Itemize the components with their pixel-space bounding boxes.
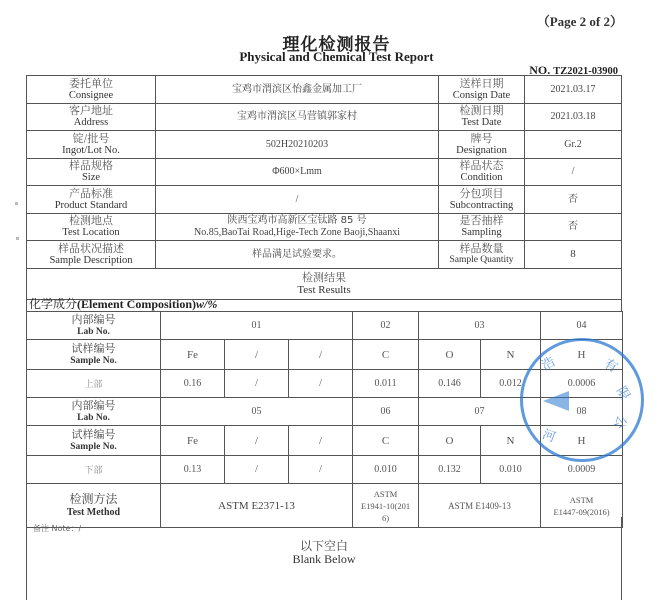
value-sampling xyxy=(525,213,622,241)
value-cell: 0.010 xyxy=(353,456,419,484)
lab-no-cell: 01 xyxy=(161,312,353,340)
label-cn: 分包项目 xyxy=(459,186,504,200)
lab-no-row xyxy=(27,312,623,340)
page-indicator: （Page 2 of 2） xyxy=(536,14,623,29)
label-cn: 样品状态 xyxy=(459,159,504,173)
info-row-size xyxy=(27,158,622,186)
element-cell: Fe xyxy=(161,426,225,456)
value-cell: / xyxy=(225,370,289,398)
method-line: E1447-09(2016) xyxy=(553,506,610,517)
label-en: Test Date xyxy=(461,117,502,129)
value-condition: / xyxy=(525,158,622,186)
lab-no-cell: 06 xyxy=(353,398,419,426)
label-en: Address xyxy=(73,117,109,129)
label-condition xyxy=(439,158,525,186)
label-en: Sample Quantity xyxy=(449,254,514,265)
value-test-location xyxy=(156,213,439,241)
report-number-label: NO. xyxy=(529,63,551,77)
label-consign-date xyxy=(439,76,525,104)
sample-part-label: 上部 xyxy=(27,370,161,398)
label-en: Condition xyxy=(460,172,503,184)
value-text-cn: 陕西宝鸡市高新区宝钛路 85 号 xyxy=(227,214,367,226)
method-line: E1941-10(201 xyxy=(360,500,411,511)
header-en: Lab No. xyxy=(77,326,110,337)
element-cell: O xyxy=(419,340,481,370)
info-row-standard xyxy=(27,186,622,214)
header-en: Test Method xyxy=(66,507,121,518)
composition-title-cn: 化学成分 xyxy=(29,297,78,311)
value-cell: 0.010 xyxy=(481,456,541,484)
value-text-en: No.85,BaoTai Road,Hige-Tech Zone Baoji,Shaanxi xyxy=(193,226,401,238)
value-text: 宝鸡市渭滨区怡鑫金属加工厂 xyxy=(232,83,362,95)
header-en: Sample No. xyxy=(70,441,117,452)
value-cell: 0.132 xyxy=(419,456,481,484)
value-test-date: 2021.03.18 xyxy=(525,103,622,131)
blank-below-cn: 以下空白 xyxy=(299,539,348,553)
test-results-header-row xyxy=(27,268,622,299)
composition-unit: w/% xyxy=(196,297,218,311)
label-cn: 产品标准 xyxy=(69,186,113,200)
info-row-description xyxy=(27,241,622,269)
composition-title-en: (Element Composition) xyxy=(77,297,197,311)
label-en: Sample Description xyxy=(49,254,133,266)
value-text: 宝鸡市渭滨区马营镇郭家村 xyxy=(237,111,357,123)
label-cn: 送样日期 xyxy=(459,76,504,90)
report-title-cn: 理化检测报告 xyxy=(282,35,391,54)
lab-no-cell: 04 xyxy=(541,312,623,340)
method-on: ASTM E1409-13 xyxy=(419,484,541,528)
label-en: Product Standard xyxy=(54,199,128,211)
header-cn: 检测方法 xyxy=(69,492,118,506)
lab-no-row xyxy=(27,398,623,426)
element-cell: C xyxy=(353,426,419,456)
scan-speck xyxy=(15,202,18,205)
label-sample-quantity xyxy=(439,241,525,269)
lab-no-cell: 05 xyxy=(161,398,353,426)
label-en: Sampling xyxy=(461,227,502,239)
report-number-value: TZ2021-03900 xyxy=(553,66,618,77)
label-en: Consign Date xyxy=(452,89,511,101)
label-cn: 牌号 xyxy=(470,131,493,145)
stamp-text: 浩 xyxy=(539,354,558,374)
label-size xyxy=(27,158,156,186)
label-test-location xyxy=(27,213,156,241)
header-cn: 试样编号 xyxy=(71,341,116,355)
label-en: Size xyxy=(81,172,101,184)
value-consignee xyxy=(156,76,439,104)
header-en: Sample No. xyxy=(70,355,117,366)
label-consignee xyxy=(27,76,156,104)
label-cn: 样品规格 xyxy=(69,159,113,173)
method-line: 6) xyxy=(381,512,390,523)
label-sampling xyxy=(439,213,525,241)
label-cn: 样品状况描述 xyxy=(58,241,124,255)
label-en: Designation xyxy=(456,144,507,156)
value-cell: 0.13 xyxy=(161,456,225,484)
sample-no-row xyxy=(27,340,623,370)
label-product-standard xyxy=(27,186,156,214)
value-product-standard: / xyxy=(156,186,439,214)
sample-info-table xyxy=(26,75,622,300)
element-cell: H xyxy=(541,340,623,370)
value-size: Φ600×Lmm xyxy=(156,158,439,186)
test-results-header xyxy=(27,268,622,299)
lab-no-cell: 03 xyxy=(419,312,541,340)
element-cell: O xyxy=(419,426,481,456)
stamp-text: 公 xyxy=(610,413,629,431)
label-cn: 检测地点 xyxy=(69,214,113,228)
sample-no-row xyxy=(27,426,623,456)
element-cell: / xyxy=(225,426,289,456)
label-cn: 委托单位 xyxy=(69,76,113,90)
label-en: Test Location xyxy=(62,227,120,239)
header-en: Lab No. xyxy=(77,412,110,423)
lab-no-cell: 08 xyxy=(541,398,623,426)
value-address xyxy=(156,103,439,131)
label-cn: 样品数量 xyxy=(459,241,504,255)
value-designation: Gr.2 xyxy=(525,131,622,159)
value-subcontracting xyxy=(525,186,622,214)
results-en: Test Results xyxy=(297,283,351,296)
header-cn: 内部编号 xyxy=(71,398,116,412)
lab-no-header xyxy=(27,312,161,340)
label-designation xyxy=(439,131,525,159)
blank-below-en: Blank Below xyxy=(292,552,356,566)
value-text: 否 xyxy=(568,221,578,233)
header-cn: 试样编号 xyxy=(71,427,116,441)
lab-no-cell: 07 xyxy=(419,398,541,426)
value-text: 样品满足试验要求。 xyxy=(252,248,342,260)
label-en: Subcontracting xyxy=(449,199,514,211)
lab-no-header xyxy=(27,398,161,426)
label-ingot-lot xyxy=(27,131,156,159)
element-cell: N xyxy=(481,340,541,370)
element-cell: Fe xyxy=(161,340,225,370)
lab-no-cell: 02 xyxy=(353,312,419,340)
value-cell: 0.16 xyxy=(161,370,225,398)
label-sample-description xyxy=(27,241,156,269)
element-cell: H xyxy=(541,426,623,456)
label-test-date xyxy=(439,103,525,131)
method-line: ASTM xyxy=(569,494,594,505)
sample-no-header xyxy=(27,340,161,370)
composition-title xyxy=(26,297,622,311)
info-row-consignee xyxy=(27,76,622,104)
label-cn: 锭/批号 xyxy=(72,131,110,145)
element-cell: / xyxy=(289,426,353,456)
value-text: 否 xyxy=(568,193,578,205)
value-row xyxy=(27,456,623,484)
value-cell: 0.011 xyxy=(353,370,419,398)
label-subcontracting xyxy=(439,186,525,214)
label-cn: 是否抽样 xyxy=(459,214,504,228)
info-row-location xyxy=(27,213,622,241)
results-cn: 检测结果 xyxy=(302,270,346,284)
info-row-lot xyxy=(27,131,622,159)
scan-speck xyxy=(16,237,19,240)
label-cn: 检测日期 xyxy=(459,104,504,118)
info-row-address xyxy=(27,103,622,131)
value-cell: / xyxy=(289,456,353,484)
element-cell: / xyxy=(289,340,353,370)
label-cn: 客户地址 xyxy=(69,104,113,118)
value-consign-date: 2021.03.17 xyxy=(525,76,622,104)
value-cell: 0.0006 xyxy=(541,370,623,398)
element-cell: N xyxy=(481,426,541,456)
note-text: 备注 Note：/ xyxy=(33,524,82,533)
stamp-text: 河 xyxy=(540,427,558,446)
value-ingot-lot: 502H20210203 xyxy=(156,131,439,159)
value-cell: / xyxy=(289,370,353,398)
value-row xyxy=(27,370,623,398)
stamp-text: 限 xyxy=(613,384,633,403)
value-cell: 0.0009 xyxy=(541,456,623,484)
header-cn: 内部编号 xyxy=(71,312,116,326)
value-cell: / xyxy=(225,456,289,484)
value-cell: 0.012 xyxy=(481,370,541,398)
label-en: Ingot/Lot No. xyxy=(62,144,120,156)
label-en: Consignee xyxy=(68,89,114,101)
method-line: ASTM xyxy=(373,488,398,499)
element-cell: C xyxy=(353,340,419,370)
stamp-text: 有 xyxy=(601,356,620,376)
element-composition-table xyxy=(26,311,623,528)
value-sample-description xyxy=(156,241,439,269)
label-address xyxy=(27,103,156,131)
method-fe: ASTM E2371-13 xyxy=(161,484,353,528)
sample-no-header xyxy=(27,426,161,456)
notes-section xyxy=(26,517,622,600)
report-title-en: Physical and Chemical Test Report xyxy=(239,49,434,64)
value-cell: 0.146 xyxy=(419,370,481,398)
sample-part-label: 下部 xyxy=(27,456,161,484)
value-sample-quantity: 8 xyxy=(525,241,622,269)
element-cell: / xyxy=(225,340,289,370)
